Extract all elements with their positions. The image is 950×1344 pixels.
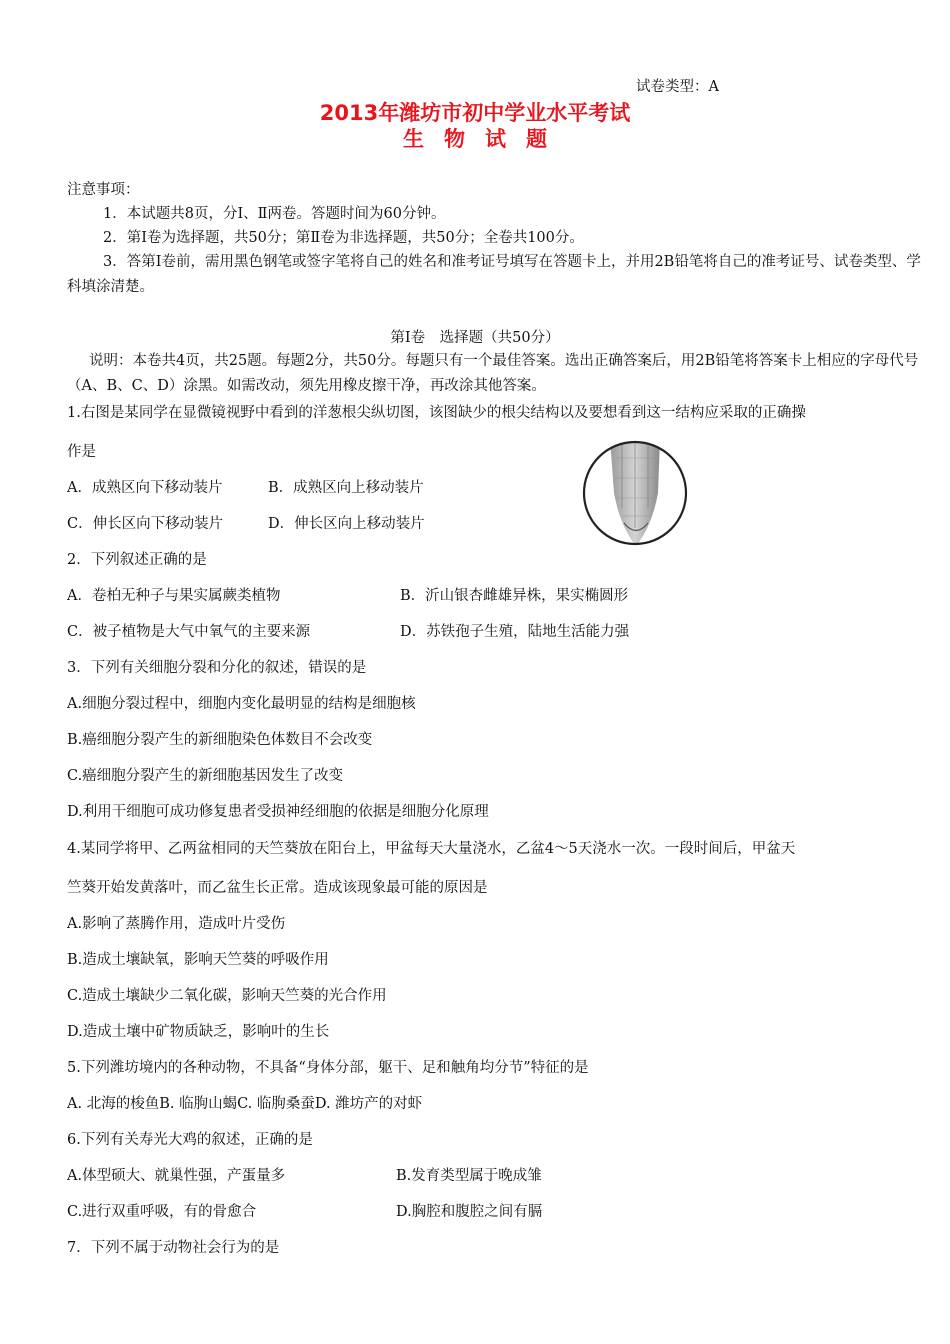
- q5-stem: 5.下列潍坊境内的各种动物，不具备“身体分部，躯干、足和触角均分节”特征的是: [67, 1060, 589, 1076]
- q4-option-a: A.影响了蒸腾作用，造成叶片受伤: [67, 916, 286, 932]
- root-tip-figure: [580, 438, 690, 548]
- notice-item-2: 2．第Ⅰ卷为选择题，共50分；第Ⅱ卷为非选择题，共50分；全卷共100分。: [103, 230, 584, 246]
- q2-option-d: D．苏铁孢子生殖，陆地生活能力强: [400, 624, 630, 640]
- q4-stem-line1: 4.某同学将甲、乙两盆相同的天竺葵放在阳台上，甲盆每天大量浇水，乙盆4～5天浇水一次。一段时间后，甲盆天: [67, 841, 796, 857]
- q6-stem: 6.下列有关寿光大鸡的叙述，正确的是: [67, 1132, 313, 1148]
- notice-item-1: 1．本试题共8页，分Ⅰ、Ⅱ两卷。答题时间为60分钟。: [103, 206, 446, 222]
- q1-option-d: D．伸长区向上移动装片: [268, 516, 425, 532]
- exam-subtitle: 生物试题: [403, 127, 567, 151]
- q6-option-b: B.发育类型属于晚成雏: [396, 1168, 542, 1184]
- q6-option-a: A.体型硕大、就巢性强，产蛋量多: [67, 1168, 286, 1184]
- section-heading: 第Ⅰ卷 选择题（共50分）: [390, 330, 560, 346]
- section-instructions: 说明：本卷共4页，共25题。每题2分，共50分。每题只有一个最佳答案。选出正确答案后，用2B铅笔将答案卡上相应的字母代号（A、B、C、D）涂黑。如需改动，须先用橡皮擦干净，再改涂其他答案。: [67, 353, 919, 394]
- q4-option-b: B.造成土壤缺氧，影响天竺葵的呼吸作用: [67, 952, 329, 968]
- q1-stem-line2: 作是: [67, 444, 96, 460]
- q3-stem: 3．下列有关细胞分裂和分化的叙述，错误的是: [67, 660, 367, 676]
- q1-option-a: A．成熟区向下移动装片: [67, 480, 223, 496]
- notice-item-3: 3．答第Ⅰ卷前，需用黑色钢笔或签字笔将自己的姓名和准考证号填写在答题卡上，并用2B铅笔将自己的准考证号、试卷类型、学科填涂清楚。: [67, 254, 921, 295]
- q3-option-d: D.利用干细胞可成功修复患者受损神经细胞的依据是细胞分化原理: [67, 804, 489, 820]
- q4-option-c: C.造成土壤缺少二氧化碳，影响天竺葵的光合作用: [67, 988, 387, 1004]
- q3-option-c: C.癌细胞分裂产生的新细胞基因发生了改变: [67, 768, 344, 784]
- q2-option-a: A．卷柏无种子与果实属蕨类植物: [67, 588, 281, 604]
- notice-heading: 注意事项：: [67, 182, 140, 198]
- paper-type-label: 试卷类型：A: [636, 79, 719, 95]
- q2-stem: 2．下列叙述正确的是: [67, 552, 207, 568]
- q3-option-a: A.细胞分裂过程中，细胞内变化最明显的结构是细胞核: [67, 696, 416, 712]
- q4-stem-line2: 竺葵开始发黄落叶，而乙盆生长正常。造成该现象最可能的原因是: [67, 880, 488, 896]
- q7-stem: 7．下列不属于动物社会行为的是: [67, 1240, 280, 1256]
- q2-option-b: B．沂山银杏雌雄异株，果实椭圆形: [400, 588, 629, 604]
- q1-option-b: B．成熟区向上移动装片: [268, 480, 424, 496]
- q3-option-b: B.癌细胞分裂产生的新细胞染色体数目不会改变: [67, 732, 373, 748]
- q4-option-d: D.造成土壤中矿物质缺乏，影响叶的生长: [67, 1024, 330, 1040]
- exam-title: 2013年潍坊市初中学业水平考试: [319, 101, 631, 125]
- q1-option-c: C．伸长区向下移动装片: [67, 516, 224, 532]
- q6-option-c: C.进行双重呼吸，有的骨愈合: [67, 1204, 257, 1220]
- q1-stem-line1: 1.右图是某同学在显微镜视野中看到的洋葱根尖纵切图，该图缺少的根尖结构以及要想看到这一结构应采取的正确操: [67, 405, 806, 421]
- q6-option-d: D.胸腔和腹腔之间有膈: [396, 1204, 543, 1220]
- q5-options: A. 北海的梭鱼B. 临朐山蝎C. 临朐桑蚕D. 潍坊产的对虾: [67, 1096, 423, 1112]
- q2-option-c: C．被子植物是大气中氧气的主要来源: [67, 624, 311, 640]
